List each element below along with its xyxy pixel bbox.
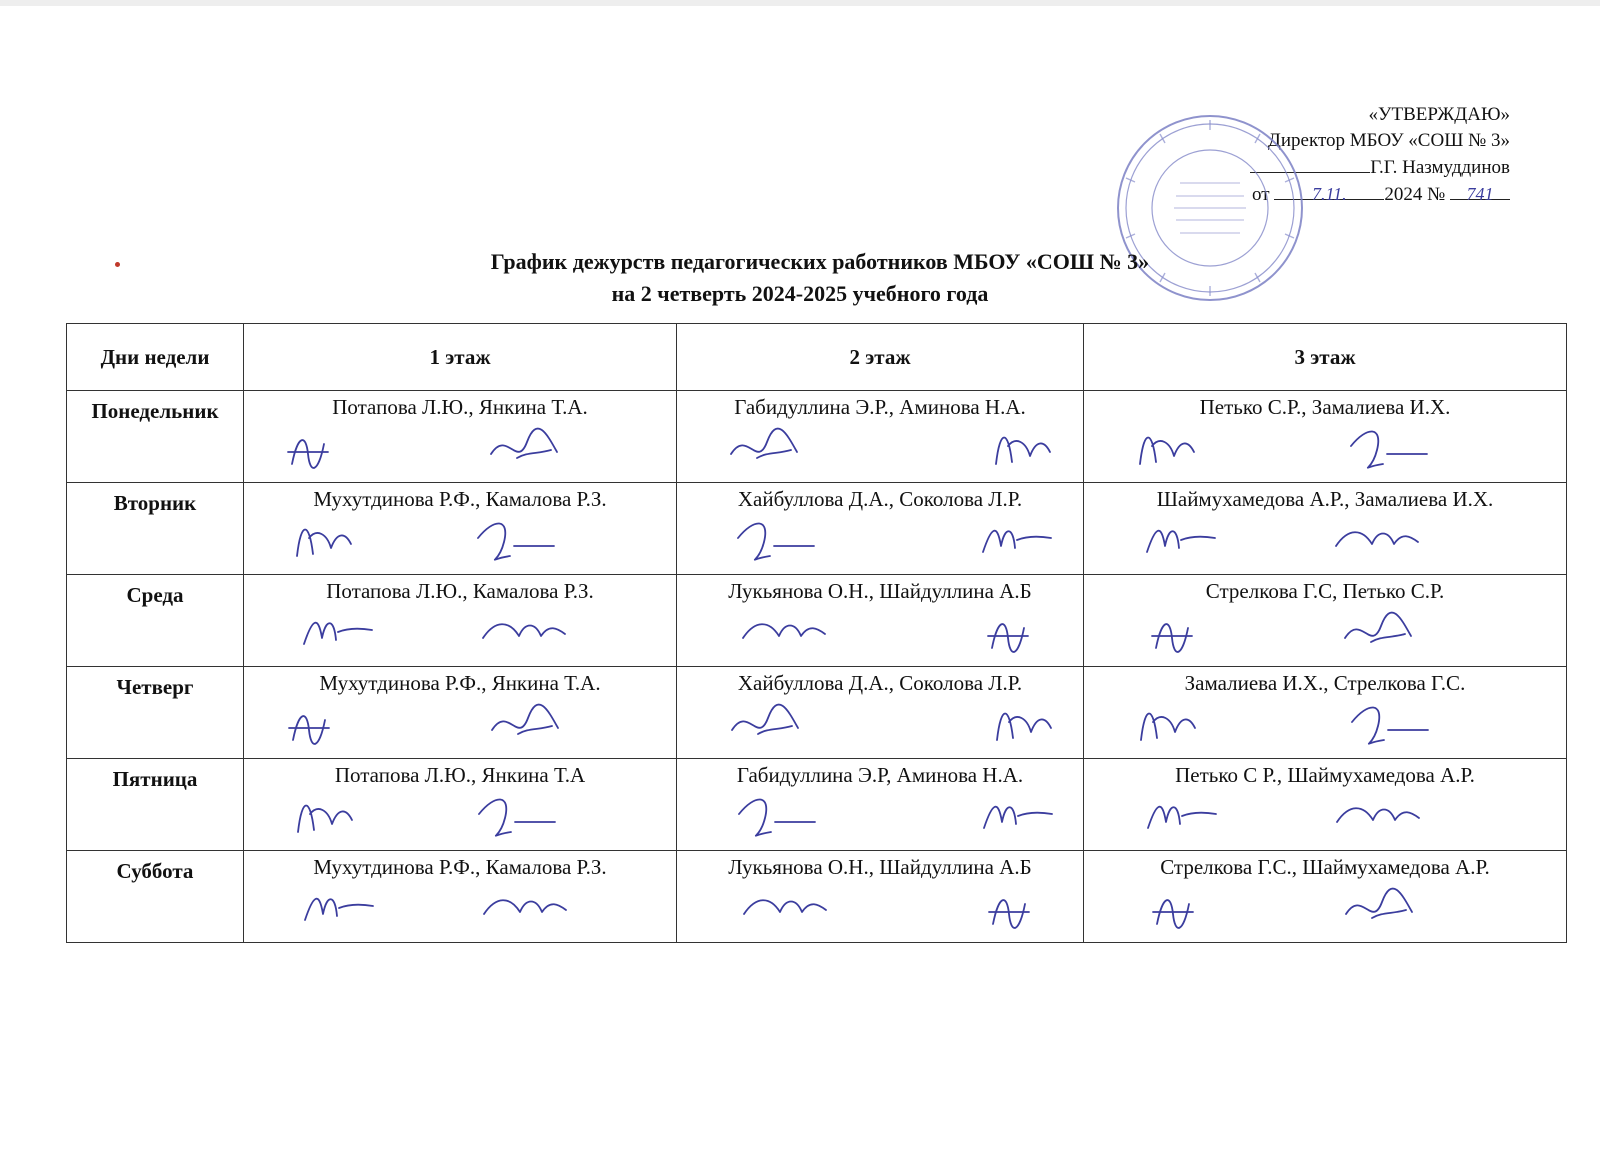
handwritten-signature [984, 608, 1079, 664]
approval-date-prefix: от [1252, 184, 1270, 205]
table-row [67, 483, 1567, 575]
duty-cell-floor1 [244, 667, 677, 759]
handwritten-signature [991, 700, 1086, 756]
number-blank [1450, 181, 1510, 204]
approval-name: Г.Г. Назмуддинов [1370, 157, 1510, 178]
day-name: Суббота [67, 851, 244, 943]
duty-cell-floor1 [244, 851, 677, 943]
day-name: Среда [67, 575, 244, 667]
handwritten-signature [298, 608, 393, 664]
header-floor-1: 1 этаж [244, 324, 677, 391]
duty-cell-floor1 [244, 759, 677, 851]
handwritten-signature [741, 608, 836, 664]
teacher-names: Стрелкова Г.С, Петько С.Р. [1205, 579, 1445, 603]
handwritten-signature [1341, 608, 1436, 664]
table-row [67, 759, 1567, 851]
teacher-names: Петько С Р., Шаймухамедова А.Р. [1175, 763, 1475, 787]
handwritten-signature [487, 424, 582, 480]
table-row [67, 667, 1567, 759]
signatures [1084, 420, 1566, 482]
teacher-names: Шаймухамедова А.Р., Замалиева И.Х. [1156, 487, 1494, 511]
handwritten-signature [990, 424, 1085, 480]
duty-cell-floor3 [1084, 391, 1567, 483]
teacher-names: Хайбуллова Д.А., Соколова Л.Р. [737, 487, 1023, 511]
approval-date-handwritten: 7.11. [1312, 184, 1347, 204]
approval-position: Директор МБОУ «СОШ № 3» [1267, 130, 1510, 151]
signatures [244, 420, 676, 482]
header-days: Дни недели [67, 324, 244, 391]
handwritten-signature [1142, 792, 1237, 848]
handwritten-signature [474, 516, 569, 572]
approval-year-suffix: 2024 № [1384, 184, 1446, 205]
duty-cell-floor3 [1084, 667, 1567, 759]
title-line-2: на 2 четверть 2024-2025 учебного года [611, 281, 989, 306]
table-body [67, 391, 1567, 943]
handwritten-signature [1134, 424, 1229, 480]
duty-cell-floor3 [1084, 851, 1567, 943]
duty-cell-floor1 [244, 483, 677, 575]
day-name: Понедельник [67, 391, 244, 483]
handwritten-signature [977, 516, 1072, 572]
handwritten-signature [488, 700, 583, 756]
signatures [244, 604, 676, 666]
day-name: Пятница [67, 759, 244, 851]
duty-cell-floor2 [677, 391, 1084, 483]
handwritten-signature [985, 884, 1080, 940]
teacher-names: Мухутдинова Р.Ф., Камалова Р.З. [313, 855, 607, 879]
handwritten-signature [1347, 424, 1442, 480]
handwritten-signature [284, 424, 379, 480]
duty-cell-floor2 [677, 851, 1084, 943]
teacher-names: Лукьянова О.Н., Шайдуллина А.Б [728, 855, 1032, 879]
teacher-names: Мухутдинова Р.Ф., Камалова Р.З. [313, 487, 607, 511]
document-title [0, 246, 1600, 310]
teacher-names: Лукьянова О.Н., Шайдуллина А.Б [728, 579, 1032, 603]
teacher-names: Габидуллина Э.Р, Аминова Н.А. [736, 763, 1024, 787]
signatures [677, 420, 1083, 482]
handwritten-signature [1335, 792, 1430, 848]
table-header-row [67, 324, 1567, 391]
handwritten-signature [727, 424, 822, 480]
signatures [677, 880, 1083, 942]
title-line-1: График дежурств педагогических работников МБОУ «СОШ № 3» [490, 249, 1150, 274]
duty-cell-floor2 [677, 667, 1084, 759]
signatures [677, 788, 1083, 850]
signatures [244, 512, 676, 574]
signatures [1084, 604, 1566, 666]
handwritten-signature [1148, 608, 1243, 664]
signatures [244, 880, 676, 942]
signatures [677, 696, 1083, 758]
handwritten-signature [1342, 884, 1437, 940]
handwritten-signature [1348, 700, 1443, 756]
table-row [67, 391, 1567, 483]
signatures [1084, 512, 1566, 574]
duty-cell-floor3 [1084, 575, 1567, 667]
handwritten-signature [734, 516, 829, 572]
table-row [67, 851, 1567, 943]
header-floor-3: 3 этаж [1084, 324, 1567, 391]
duty-cell-floor2 [677, 483, 1084, 575]
signatures [244, 788, 676, 850]
handwritten-signature [742, 884, 837, 940]
day-name: Вторник [67, 483, 244, 575]
duty-cell-floor2 [677, 759, 1084, 851]
teacher-names: Потапова Л.Ю., Янкина Т.А. [332, 395, 588, 419]
handwritten-signature [1334, 516, 1429, 572]
header-floor-2: 2 этаж [677, 324, 1084, 391]
duty-schedule-table [66, 323, 1567, 943]
handwritten-signature [978, 792, 1073, 848]
approval-number-handwritten: 741 [1466, 184, 1494, 204]
handwritten-signature [475, 792, 570, 848]
signatures [244, 696, 676, 758]
handwritten-signature [728, 700, 823, 756]
duty-cell-floor2 [677, 575, 1084, 667]
approval-heading: «УТВЕРЖДАЮ» [1368, 104, 1510, 125]
duty-cell-floor1 [244, 575, 677, 667]
signatures [677, 604, 1083, 666]
signatures [1084, 880, 1566, 942]
handwritten-signature [735, 792, 830, 848]
teacher-names: Мухутдинова Р.Ф., Янкина Т.А. [319, 671, 601, 695]
handwritten-signature [291, 516, 386, 572]
handwritten-signature [292, 792, 387, 848]
signatures [1084, 788, 1566, 850]
table-row [67, 575, 1567, 667]
scan-edge [0, 0, 1600, 6]
handwritten-signature [482, 884, 577, 940]
teacher-names: Хайбуллова Д.А., Соколова Л.Р. [737, 671, 1023, 695]
teacher-names: Потапова Л.Ю., Янкина Т.А [334, 763, 586, 787]
handwritten-signature [1141, 516, 1236, 572]
duty-cell-floor3 [1084, 759, 1567, 851]
teacher-names: Стрелкова Г.С., Шаймухамедова А.Р. [1160, 855, 1490, 879]
teacher-names: Петько С.Р., Замалиева И.Х. [1199, 395, 1451, 419]
teacher-names: Потапова Л.Ю., Камалова Р.З. [326, 579, 594, 603]
day-name: Четверг [67, 667, 244, 759]
teacher-names: Замалиева И.Х., Стрелкова Г.С. [1184, 671, 1466, 695]
signatures [1084, 696, 1566, 758]
handwritten-signature [1149, 884, 1244, 940]
handwritten-signature [285, 700, 380, 756]
duty-cell-floor1 [244, 391, 677, 483]
signatures [677, 512, 1083, 574]
handwritten-signature [1135, 700, 1230, 756]
duty-cell-floor3 [1084, 483, 1567, 575]
handwritten-signature [299, 884, 394, 940]
handwritten-signature [481, 608, 576, 664]
teacher-names: Габидуллина Э.Р., Аминова Н.А. [734, 395, 1026, 419]
